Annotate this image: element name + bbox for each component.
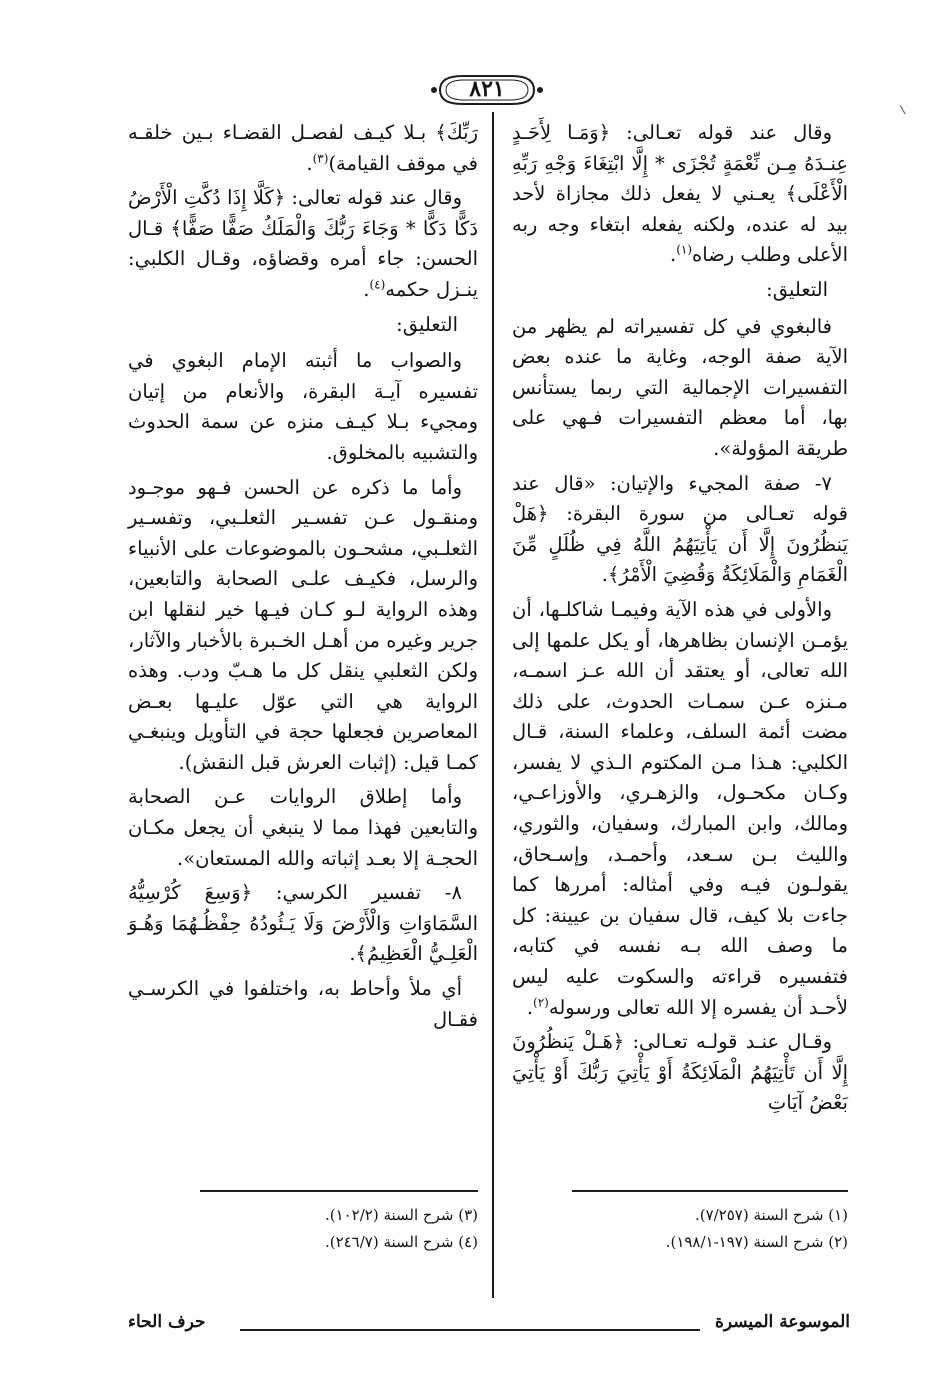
- paragraph: ٧- صفة المجيء والإتيان: «قال عند قوله تعـالى من سورة البقرة: ﴿هَلْ يَنظُرُونَ إِلَّا أَن يَأْتِيَهُمُ اللَّهُ فِي ظُلَلٍ مِّنَ الْغَمَامِ وَالْمَلَائِكَةُ وَقُضِيَ الْأَمْرُ﴾.: [512, 471, 848, 587]
- footnote-ref: (٢): [533, 995, 549, 1010]
- page-number-badge: [428, 72, 546, 108]
- paragraph-text: رَبِّكَ﴾ بـلا كيـف لفصـل القضـاء بـين خلقـه في موقف القيامة): [128, 121, 478, 175]
- right-column: [512, 118, 848, 1123]
- paragraph-text: وقال عند قوله تعـالى: ﴿وَمَـا لِأَحَـدٍ عِنـدَهُ مِـن نِّعْمَةٍ تُجْزَى * إِلَّا ابْتِغَاءَ وَجْهِ رَبِّهِ الْأَعْلَى﴾ يعـني لا يفعل ذلك مجازاة لأحد بيد له عنده، ولكنه يفعله ابتغاء وجه ربه الأعلى وطلب رضاه: [512, 121, 848, 267]
- footnotes-right: [560, 1202, 848, 1256]
- paragraph: وقـال عنـد قولـه تعـالى: ﴿هَـلْ يَنظُرُونَ إِلَّا أَن تَأْتِيَهُمُ الْمَلَائِكَةُ أَوْ يَأْتِيَ رَبُّكَ أَوْ يَأْتِيَ بَعْضُ آيَاتِ: [512, 1030, 848, 1115]
- paragraph: وقال عند قوله تعالى: ﴿كَلَّا إِذَا دُكَّتِ الْأَرْضُ دَكًّا دَكًّا * وَجَاءَ رَبُّكَ وَالْمَلَكُ صَفًّا صَفًّا﴾ قـال الحسن: جاء أمره وقضاؤه، وقـال الكلبي: ينـزل حكمه$^{(٤)}$.: [128, 186, 478, 301]
- book-title: الموسوعة الميسرة: [714, 1312, 850, 1332]
- footnote-ref: (٣): [312, 151, 329, 166]
- paragraph: فالبغوي في كل تفسيراته لم يظهر من الآية صفة الوجه، وغاية ما عنده بعض التفسيرات الإجمالية التي ربما يستأنس بها، أما معظم التفسيرات فـهي على طريقة المؤولة».: [512, 314, 848, 460]
- left-column: [128, 118, 478, 1039]
- footnote: (٢) شرح السنة (١٩٧-١٩٨/١).: [665, 1233, 848, 1251]
- section-label: التعليق:: [766, 277, 828, 301]
- page-footer: [128, 1312, 850, 1342]
- paragraph: والصواب ما أثبته الإمام البغوي في تفسيره آيـة البقرة، والأنعام من إتيان ومجيء بـلا كيـف منزه عن سمة الحدوث والتشبيه بالمخلوق.: [128, 349, 478, 464]
- footer-rule: [240, 1329, 700, 1331]
- paragraph-text: والأولى في هذه الآية وفيمـا شاكلـها، أن يؤمـن الإنسان بظاهرها، أو يكل علمها إلى الله تعالى، أو يعتقد أن الله عـز اسمـه، مـنزه عـن سمـات الحدوث، على ذلك مضت أئمة السلف، وعلماء السنة، قـال الكلبي: هـذا مـن المكتوم الـذي لا يفسر، وكـان مكحـول، والزهـري، والأوزاعـي، ومالك، وابن المبارك، وسفيان، والثوري، والليث بـن سـعد، وأحمـد، وإسـحاق، يقولـون فيـه وفي أمثاله: أمررها كما جاءت بلا كيف، قال سفيان بن عيينة: كل ما وصف الله بـه نفسه في كتابه، فتفسيره قراءته والسكوت عليه ليس لأحـد أن يفسره إلا الله تعالى ورسوله: [512, 597, 848, 1019]
- footnotes-left: [200, 1202, 478, 1256]
- paragraph-text: وقال عند قوله تعالى: ﴿كَلَّا إِذَا دُكَّتِ الْأَرْضُ دَكًّا دَكًّا * وَجَاءَ رَبُّكَ وَالْمَلَكُ صَفًّا صَفًّا﴾ قـال الحسن: جاء أمره وقضاؤه، وقـال الكلبي: ينـزل حكمه: [128, 186, 478, 301]
- footnote: (١) شرح السنة (٧/٢٥٧).: [694, 1206, 848, 1224]
- paragraph: والأولى في هذه الآية وفيمـا شاكلـها، أن يؤمـن الإنسان بظاهرها، أو يكل علمها إلى الله تعالى، أو يعتقد أن الله عـز اسمـه، مـنزه عـن سمـات الحدوث، على ذلك مضت أئمة السلف، وعلماء السنة، قـال الكلبي: هـذا مـن المكتوم الـذي لا يفسر، وكـان مكحـول، والزهـري، والأوزاعـي، ومالك، وابن المبارك، وسفيان، والثوري، والليث بـن سـعد، وأحمـد، وإسـحاق، يقولـون فيـه وفي أمثاله: أمررها كما جاءت بلا كيف، قال سفيان بن عيينة: كل ما وصف الله بـه نفسه في كتابه، فتفسيره قراءته والسكوت عليه ليس لأحـد أن يفسره إلا الله تعالى ورسوله$^{(٢)}$.: [512, 597, 848, 1019]
- paragraph: وأما إطلاق الروايات عـن الصحابة والتابعين فهذا مما لا ينبغي أن يجعل مكـان الحجـة إلا بعـد إثباته والله المستعان».: [128, 785, 478, 870]
- page-number: ٨٢١: [469, 76, 505, 102]
- paragraph: رَبِّكَ﴾ بـلا كيـف لفصـل القضـاء بـين خلقـه في موقف القيامة)$^{(٣)}$.: [128, 121, 478, 175]
- section-label: التعليق:: [396, 312, 458, 336]
- margin-mark: [900, 104, 908, 115]
- paragraph: وقال عند قوله تعـالى: ﴿وَمَـا لِأَحَـدٍ عِنـدَهُ مِـن نِّعْمَةٍ تُجْزَى * إِلَّا ابْتِغَاءَ وَجْهِ رَبِّهِ الْأَعْلَى﴾ يعـني لا يفعل ذلك مجازاة لأحد بيد له عنده، ولكنه يفعله ابتغاء وجه ربه الأعلى وطلب رضاه$^{(١)}$.: [512, 121, 848, 267]
- paragraph: ٨- تفسير الكرسي: ﴿وَسِعَ كُرْسِيُّهُ السَّمَاوَاتِ وَالْأَرْضَ وَلَا يَـئُودُهُ حِفْظُـهُمَا وَهُـوَ الْعَلِـيُّ الْعَظِيمُ﴾.: [128, 881, 478, 966]
- footnote-separator: [200, 1190, 478, 1192]
- footnote: (٤) شرح السنة (٢٤٦/٧).: [324, 1233, 478, 1251]
- footnote-separator: [572, 1190, 848, 1192]
- section-title: حرف الحاء: [128, 1312, 206, 1332]
- paragraph: وأما ما ذكره عن الحسن فـهو موجـود ومنقـول عـن تفسـير الثعلـبي، وتفسـير الثعلـبي، مشحـون بالموضوعات على الأنبياء والرسل، فكيـف علـى الصحابة والتابعين، وهذه الرواية لـو كـان فيـها خير لنقلها ابن جرير وغيره من أهـل الخـبرة بالأخبار والآثار، ولكن الثعلبي ينقل كل ما هـبّ ودب. وهذه الرواية هي التي عوّل عليـها بعـض المعاصرين فجعلها حجة في التأويل وينبغـي كمـا قيل: (إثبات العرش قبل النقش).: [128, 475, 478, 774]
- footnote: (٣) شرح السنة (١٠٢/٢).: [324, 1206, 478, 1224]
- column-divider: [492, 112, 494, 1298]
- footnote-ref: (٤): [369, 277, 386, 292]
- footnote-ref: (١): [676, 242, 693, 257]
- paragraph: أي ملأ وأحاط به، واختلفوا في الكرسـي فقـال: [128, 977, 478, 1031]
